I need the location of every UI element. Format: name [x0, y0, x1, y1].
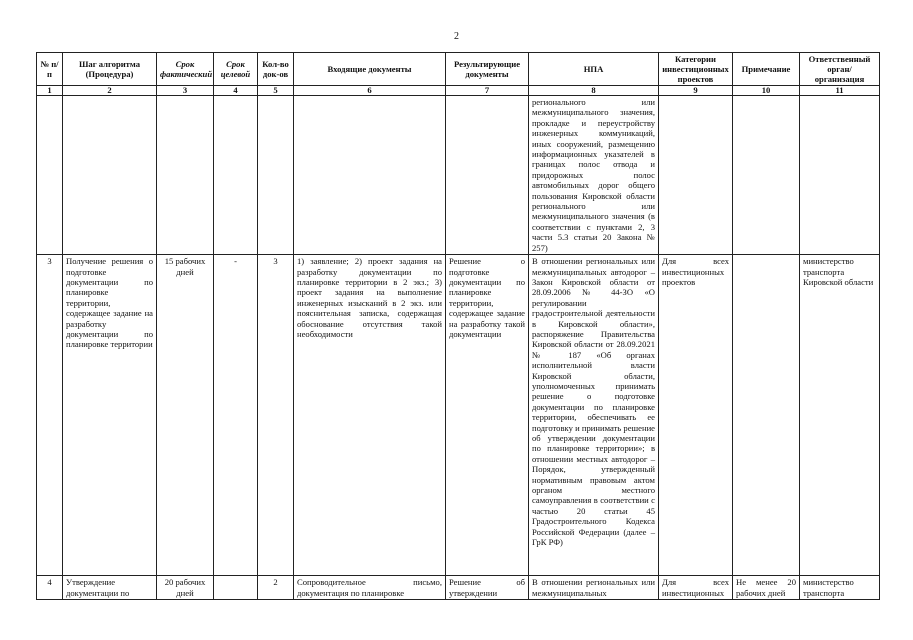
row-step: Утверждение документации по: [63, 576, 157, 600]
column-number: 4: [214, 86, 258, 96]
column-number: 3: [157, 86, 214, 96]
header-note: Примечание: [733, 53, 800, 86]
row-doc-count: 2: [258, 576, 294, 600]
header-doc-count: Кол-во док-ов: [258, 53, 294, 86]
table-row-continuation: [37, 96, 880, 255]
row-npa: В отношении региональных или межмуниципальных: [529, 576, 659, 600]
table-row: [37, 255, 880, 576]
column-number: 11: [800, 86, 880, 96]
header-term-target: Срок целевой: [214, 53, 258, 86]
row-responsible: министерство транспорта Кировской области: [800, 255, 880, 576]
column-number: 7: [446, 86, 529, 96]
column-number: 6: [294, 86, 446, 96]
row-result-docs: Решение о подготовке документации по планировке территории, содержащее задание на разработку такой документации: [446, 255, 529, 576]
table-row: [37, 576, 880, 600]
header-npa: НПА: [529, 53, 659, 86]
header-categories: Категории инвестиционных проектов: [659, 53, 733, 86]
column-number: 5: [258, 86, 294, 96]
header-result-docs: Результирующие документы: [446, 53, 529, 86]
row-num: 4: [37, 576, 63, 600]
row-note: Не менее 20 рабочих дней: [733, 576, 800, 600]
row-input-docs: 1) заявление; 2) проект задания на разработку документации по планировке территории в 2 экз.; 3) проект задания на выполнение инженерных изысканий в 2 экз. или пояснительная записка, содержащая обоснование отсутствия такой необходимости: [294, 255, 446, 576]
column-number-row: [37, 86, 880, 96]
header-input-docs: Входящие документы: [294, 53, 446, 86]
continuation-npa: регионального или межмуниципального значения, прокладке и переустройству инженерных коммуникаций, иных сооружений, размещению информационных указателей в границах полос отвода и придорожных полос автомобильных дорог общего пользования Кировской области регионального или межмуниципального значения (в соответствии с пунктами 2, 3 части 5.3 статьи 20 Закона № 257): [529, 96, 659, 255]
row-step: Получение решения о подготовке документации по планировке территории, содержащее задание на разработку документации по планировке территории: [63, 255, 157, 576]
header-term-actual: Срок фактический: [157, 53, 214, 86]
row-responsible: министерство транспорта: [800, 576, 880, 600]
column-number: 1: [37, 86, 63, 96]
row-categories: Для всех инвестиционных: [659, 576, 733, 600]
row-doc-count: 3: [258, 255, 294, 576]
row-note: [733, 255, 800, 576]
row-npa: В отношении региональных или межмуниципальных автодорог – Закон Кировской области от 28.09.2006 № 44-ЗО «О регулировании градостроительной деятельности в Кировской области», распоряжение Правительства Кировской области от 28.09.2021 № 187 «Об органах исполнительной власти Кировской области, уполномоченных принимать решение о подготовке документации по планировке территории, обеспечивать ее подготовку и принимать решение об утверждении документации по планировке территории»; в отношении местных автодорог – Порядок, утвержденный нормативным правовым актом органом местного самоуправления в соответствии с частью 20 статьи 45 Градостроительного Кодекса Российской Федерации (далее – ГрК РФ): [529, 255, 659, 576]
page-number: 2: [454, 31, 459, 42]
row-categories: Для всех инвестиционных проектов: [659, 255, 733, 576]
header-row: [37, 53, 880, 86]
column-number: 10: [733, 86, 800, 96]
column-number: 8: [529, 86, 659, 96]
header-num: № п/п: [37, 53, 63, 86]
header-step: Шаг алгоритма (Процедура): [63, 53, 157, 86]
row-term-actual: 15 рабочих дней: [157, 255, 214, 576]
header-responsible: Ответственный орган/организация: [800, 53, 880, 86]
row-num: 3: [37, 255, 63, 576]
row-result-docs: Решение об утверждении: [446, 576, 529, 600]
row-term-target: [214, 576, 258, 600]
procedure-table: [36, 52, 880, 600]
row-input-docs: Сопроводительное письмо, документация по планировке: [294, 576, 446, 600]
column-number: 9: [659, 86, 733, 96]
row-term-target: -: [214, 255, 258, 576]
column-number: 2: [63, 86, 157, 96]
row-term-actual: 20 рабочих дней: [157, 576, 214, 600]
